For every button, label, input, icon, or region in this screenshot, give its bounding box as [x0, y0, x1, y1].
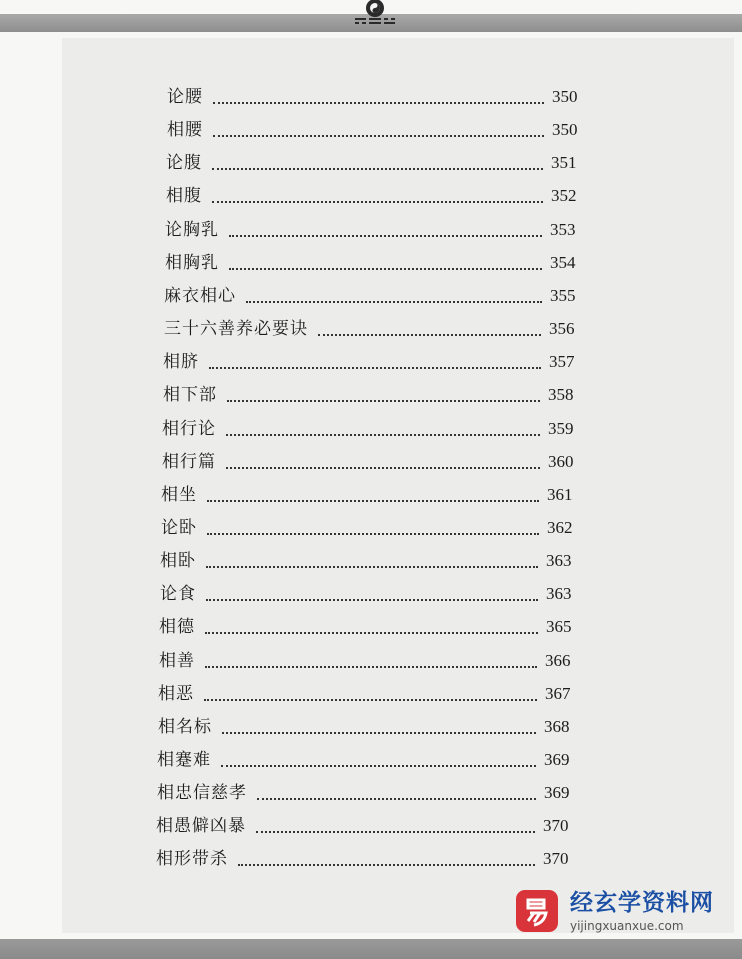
toc-dot-leader [221, 753, 536, 767]
toc-entry-page: 358 [548, 385, 574, 404]
toc-entry-title: 论食 [160, 584, 196, 604]
toc-entry [0, 480, 742, 510]
toc-entry-page: 369 [544, 750, 570, 769]
toc-entry-page: 363 [546, 551, 572, 570]
toc-entry [0, 115, 742, 145]
toc-dot-leader [204, 687, 537, 701]
toc-entry-page: 353 [550, 220, 576, 239]
toc-entry-title: 相蹇难 [157, 750, 211, 770]
toc-dot-leader [213, 123, 544, 137]
toc-entry-title: 相善 [159, 651, 195, 671]
watermark [514, 888, 734, 938]
toc-entry-page: 367 [545, 684, 571, 703]
toc-entry-page: 368 [544, 717, 570, 736]
toc-entry-page: 363 [546, 584, 572, 603]
toc-dot-leader [207, 521, 539, 535]
toc-entry [0, 679, 742, 709]
toc-dot-leader [318, 322, 541, 336]
toc-entry-page: 354 [550, 253, 576, 272]
toc-entry [0, 148, 742, 178]
toc-dot-leader [213, 90, 544, 104]
toc-entry [0, 281, 742, 311]
toc-entry-title: 相行篇 [162, 452, 216, 472]
toc-entry-title: 相腰 [167, 120, 203, 140]
toc-dot-leader [222, 720, 536, 734]
toc-entry-title: 相行论 [162, 419, 216, 439]
toc-entry-title: 论卧 [161, 518, 197, 538]
toc-entry-page: 361 [547, 485, 573, 504]
toc-entry-page: 356 [549, 319, 575, 338]
toc-entry-title: 论腰 [167, 87, 203, 107]
toc-entry-page: 351 [551, 153, 577, 172]
toc-entry [0, 181, 742, 211]
toc-dot-leader [205, 654, 537, 668]
toc-entry-title: 相卧 [160, 551, 196, 571]
watermark-title: 经玄学资料网 [570, 890, 714, 916]
toc-entry-title: 麻衣相心 [164, 286, 236, 306]
toc-entry [0, 612, 742, 642]
toc-dot-leader [206, 587, 538, 601]
toc-dot-leader [212, 156, 543, 170]
toc-entry-title: 相忠信慈孝 [157, 783, 247, 803]
toc-dot-leader [238, 852, 535, 866]
toc-entry-page: 352 [551, 186, 577, 205]
yi-logo-icon [514, 888, 560, 934]
toc-entry-title: 相恶 [158, 684, 194, 704]
toc-entry [0, 513, 742, 543]
toc-entry-title: 相下部 [163, 385, 217, 405]
watermark-url: yijingxuanxue.com [570, 919, 684, 933]
toc-entry-title: 相胸乳 [165, 253, 219, 273]
toc-dot-leader [209, 355, 541, 369]
toc-entry-page: 350 [552, 87, 578, 106]
toc-dot-leader [205, 620, 538, 634]
toc-entry [0, 314, 742, 344]
toc-entry [0, 380, 742, 410]
toc-entry [0, 646, 742, 676]
bottom-footer-bar [0, 939, 742, 959]
toc-entry [0, 347, 742, 377]
toc-dot-leader [256, 819, 535, 833]
toc-entry-title: 三十六善养必要诀 [164, 319, 308, 339]
toc-entry [0, 414, 742, 444]
toc-entry-title: 相坐 [161, 485, 197, 505]
toc-entry-title: 相名标 [158, 717, 212, 737]
toc-entry-page: 360 [548, 452, 574, 471]
toc-entry [0, 778, 742, 808]
toc-entry-page: 362 [547, 518, 573, 537]
toc-entry [0, 82, 742, 112]
toc-dot-leader [226, 422, 540, 436]
toc-entry-title: 相腹 [166, 186, 202, 206]
toc-entry-title: 相愚僻凶暴 [156, 816, 246, 836]
toc-entry-title: 论胸乳 [165, 220, 219, 240]
toc-entry [0, 546, 742, 576]
toc-dot-leader [212, 189, 543, 203]
toc-entry-page: 366 [545, 651, 571, 670]
toc-dot-leader [246, 289, 542, 303]
toc-entry [0, 745, 742, 775]
toc-entry-page: 357 [549, 352, 575, 371]
toc-entry [0, 215, 742, 245]
toc-entry [0, 712, 742, 742]
toc-dot-leader [227, 388, 540, 402]
toc-entry-page: 359 [548, 419, 574, 438]
toc-entry-page: 355 [550, 286, 576, 305]
toc-entry [0, 579, 742, 609]
toc-entry-title: 论腹 [166, 153, 202, 173]
toc-entry-page: 370 [543, 849, 569, 868]
toc-entry-page: 369 [544, 783, 570, 802]
toc-entry-page: 370 [543, 816, 569, 835]
toc-entry-page: 350 [552, 120, 578, 139]
toc-dot-leader [226, 455, 540, 469]
toc-entry-title: 相德 [159, 617, 195, 637]
toc-entry-page: 365 [546, 617, 572, 636]
toc-dot-leader [229, 223, 542, 237]
toc-entry [0, 844, 742, 874]
toc-dot-leader [229, 256, 542, 270]
toc-dot-leader [207, 488, 539, 502]
toc-entry-title: 相形带杀 [156, 849, 228, 869]
toc-entry [0, 811, 742, 841]
toc-entry-title: 相脐 [163, 352, 199, 372]
toc-entry [0, 248, 742, 278]
toc-dot-leader [206, 554, 538, 568]
toc-dot-leader [257, 786, 536, 800]
toc-entry [0, 447, 742, 477]
